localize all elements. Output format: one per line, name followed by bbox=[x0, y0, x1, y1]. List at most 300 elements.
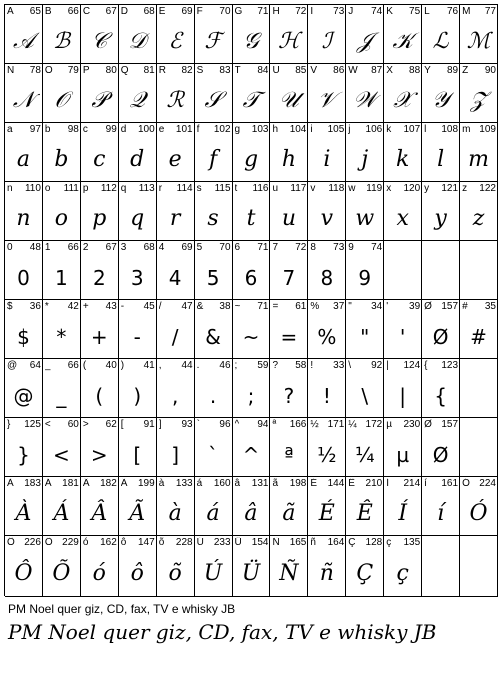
cell-code: 84 bbox=[257, 65, 269, 76]
cell-glyph: v bbox=[320, 205, 334, 231]
cell-glyph: ! bbox=[322, 383, 331, 408]
glyph-cell bbox=[195, 64, 233, 123]
grid-row bbox=[5, 182, 498, 241]
cell-label bbox=[235, 183, 269, 196]
cell-char: a bbox=[7, 124, 13, 135]
glyph-cell bbox=[157, 5, 195, 64]
cell-glyph: 𝒩 bbox=[12, 87, 34, 113]
character-map-grid bbox=[4, 4, 498, 596]
cell-label bbox=[310, 183, 344, 196]
cell-label bbox=[310, 6, 344, 19]
cell-char: c bbox=[82, 124, 88, 135]
cell-code: 210 bbox=[365, 478, 383, 489]
cell-glyph: ℬ bbox=[52, 28, 71, 54]
glyph-cell bbox=[422, 182, 460, 241]
cell-code: 36 bbox=[29, 301, 41, 312]
glyph-cell bbox=[308, 359, 346, 418]
glyph-cell bbox=[233, 418, 271, 477]
glyph-cell bbox=[5, 359, 43, 418]
glyph-cell bbox=[233, 64, 271, 123]
cell-code: 157 bbox=[441, 301, 459, 312]
cell-char: > bbox=[82, 419, 89, 430]
cell-glyph: 7 bbox=[282, 265, 296, 290]
glyph-cell bbox=[195, 123, 233, 182]
cell-code: 199 bbox=[138, 478, 155, 489]
cell-code: 109 bbox=[479, 124, 496, 135]
glyph-cell bbox=[81, 477, 119, 536]
cell-code: 46 bbox=[219, 360, 231, 371]
cell-label bbox=[235, 65, 269, 78]
cell-char: . bbox=[196, 360, 200, 371]
glyph-cell bbox=[81, 5, 119, 64]
cell-char: í bbox=[424, 478, 427, 489]
glyph-cell bbox=[384, 359, 422, 418]
cell-code: 124 bbox=[403, 360, 421, 371]
cell-label bbox=[45, 6, 79, 19]
glyph-cell bbox=[346, 182, 384, 241]
cell-glyph: ℰ bbox=[168, 28, 182, 54]
empty-cell bbox=[384, 241, 422, 300]
cell-char: @ bbox=[7, 360, 18, 371]
cell-code: 37 bbox=[333, 301, 345, 312]
cell-glyph: ` bbox=[208, 442, 219, 467]
cell-label bbox=[83, 419, 117, 432]
cell-code: 42 bbox=[67, 301, 79, 312]
cell-char: W bbox=[348, 65, 358, 76]
glyph-cell bbox=[119, 300, 157, 359]
cell-label bbox=[7, 183, 41, 196]
cell-char: y bbox=[424, 183, 430, 194]
cell-glyph: Ã bbox=[129, 500, 146, 526]
cell-glyph: u bbox=[281, 205, 296, 231]
cell-glyph: ) bbox=[133, 383, 142, 408]
cell-glyph: ℋ bbox=[278, 28, 300, 54]
cell-char: < bbox=[44, 419, 51, 430]
cell-code: 85 bbox=[295, 65, 307, 76]
cell-glyph: Ó bbox=[469, 500, 488, 526]
cell-char: Ê bbox=[348, 478, 355, 489]
cell-glyph: % bbox=[317, 324, 337, 349]
cell-char: * bbox=[44, 301, 49, 312]
glyph-cell bbox=[119, 182, 157, 241]
cell-label bbox=[462, 124, 496, 137]
glyph-cell bbox=[346, 300, 384, 359]
cell-glyph: Ê bbox=[356, 500, 373, 526]
cell-char: I bbox=[310, 6, 314, 17]
cell-code: 228 bbox=[175, 537, 193, 548]
cell-label bbox=[348, 360, 382, 373]
cell-label bbox=[348, 537, 382, 550]
cell-label bbox=[272, 537, 306, 550]
glyph-cell bbox=[270, 300, 308, 359]
cell-label bbox=[121, 183, 155, 196]
cell-code: 70 bbox=[219, 6, 231, 17]
cell-char: C bbox=[82, 6, 91, 17]
cell-label bbox=[272, 6, 306, 19]
glyph-cell bbox=[5, 64, 43, 123]
cell-char: Õ bbox=[44, 537, 53, 548]
glyph-cell bbox=[346, 123, 384, 182]
cell-char: % bbox=[310, 301, 320, 312]
cell-label bbox=[272, 183, 306, 196]
glyph-cell bbox=[346, 359, 384, 418]
cell-code: 87 bbox=[371, 65, 383, 76]
cell-char: Á bbox=[44, 478, 52, 489]
cell-label bbox=[424, 419, 458, 432]
cell-char: G bbox=[234, 6, 243, 17]
cell-char: u bbox=[272, 183, 279, 194]
cell-label bbox=[386, 419, 420, 432]
cell-glyph: 1 bbox=[55, 265, 68, 290]
cell-code: 88 bbox=[409, 65, 421, 76]
cell-char: Ô bbox=[7, 537, 15, 548]
cell-glyph: \ bbox=[361, 383, 369, 408]
cell-char: o bbox=[44, 183, 51, 194]
glyph-cell bbox=[422, 123, 460, 182]
cell-code: 113 bbox=[138, 183, 155, 194]
glyph-cell bbox=[157, 64, 195, 123]
cell-char: 7 bbox=[272, 242, 279, 253]
grid-row bbox=[5, 64, 498, 123]
cell-code: 161 bbox=[441, 478, 459, 489]
glyph-cell bbox=[81, 300, 119, 359]
glyph-cell bbox=[460, 182, 498, 241]
cell-char: ^ bbox=[234, 419, 240, 430]
cell-label bbox=[159, 301, 193, 314]
cell-code: 93 bbox=[181, 419, 193, 430]
cell-glyph: o bbox=[54, 205, 68, 231]
cell-glyph: $ bbox=[17, 324, 30, 349]
cell-glyph: 3 bbox=[130, 265, 144, 290]
glyph-cell bbox=[233, 359, 271, 418]
cell-char: b bbox=[44, 124, 51, 135]
glyph-cell bbox=[233, 5, 271, 64]
cell-char: L bbox=[424, 6, 430, 17]
glyph-cell bbox=[119, 418, 157, 477]
cell-code: 160 bbox=[213, 478, 231, 489]
cell-glyph: . bbox=[209, 383, 217, 408]
cell-glyph: 𝒫 bbox=[91, 87, 108, 113]
cell-label bbox=[197, 478, 231, 491]
glyph-cell bbox=[157, 418, 195, 477]
cell-char: # bbox=[462, 301, 468, 312]
cell-glyph: À bbox=[15, 500, 32, 526]
cell-glyph: Õ bbox=[52, 560, 71, 586]
cell-label bbox=[83, 537, 117, 550]
cell-code: 165 bbox=[289, 537, 307, 548]
cell-label bbox=[386, 124, 420, 137]
cell-label bbox=[197, 124, 231, 137]
glyph-cell bbox=[270, 5, 308, 64]
cell-label bbox=[386, 301, 420, 314]
cell-glyph: h bbox=[281, 146, 296, 172]
glyph-cell bbox=[422, 300, 460, 359]
cell-char: U bbox=[272, 65, 280, 76]
cell-glyph: [ bbox=[133, 442, 142, 467]
cell-char: $ bbox=[7, 301, 13, 312]
cell-char: B bbox=[44, 6, 52, 17]
cell-code: 92 bbox=[371, 360, 383, 371]
cell-char: D bbox=[120, 6, 128, 17]
cell-glyph: Â bbox=[91, 500, 108, 526]
cell-code: 71 bbox=[257, 242, 269, 253]
cell-glyph: ] bbox=[171, 442, 180, 467]
cell-label bbox=[197, 360, 231, 373]
cell-char: ; bbox=[234, 360, 238, 371]
cell-label bbox=[159, 360, 193, 373]
cell-char: z bbox=[462, 183, 468, 194]
cell-code: 40 bbox=[105, 360, 117, 371]
grid-row bbox=[5, 5, 498, 64]
cell-label bbox=[310, 478, 344, 491]
cell-code: 68 bbox=[143, 6, 155, 17]
cell-glyph: 𝒜 bbox=[13, 28, 34, 54]
cell-label bbox=[45, 537, 79, 550]
cell-char: h bbox=[272, 124, 279, 135]
cell-char: - bbox=[120, 301, 125, 312]
cell-label bbox=[121, 124, 155, 137]
cell-glyph: ℒ bbox=[432, 28, 449, 54]
cell-char: i bbox=[310, 124, 313, 135]
cell-char: Q bbox=[120, 65, 129, 76]
glyph-cell bbox=[157, 182, 195, 241]
cell-label bbox=[310, 537, 344, 550]
cell-label bbox=[310, 65, 344, 78]
cell-label bbox=[424, 360, 458, 373]
cell-code: 66 bbox=[67, 6, 79, 17]
cell-label bbox=[45, 183, 79, 196]
empty-cell bbox=[422, 241, 460, 300]
cell-glyph: 6 bbox=[244, 265, 258, 290]
cell-char: / bbox=[158, 301, 162, 312]
cell-glyph: 0 bbox=[17, 265, 30, 290]
cell-code: 65 bbox=[29, 6, 41, 17]
cell-code: 182 bbox=[100, 478, 117, 489]
cell-char: À bbox=[7, 478, 14, 489]
cell-code: 38 bbox=[219, 301, 231, 312]
cell-label bbox=[386, 478, 420, 491]
cell-glyph: 𝒱 bbox=[317, 87, 336, 113]
cell-code: 183 bbox=[24, 478, 41, 489]
cell-label bbox=[348, 478, 382, 491]
cell-code: 47 bbox=[181, 301, 193, 312]
cell-code: 34 bbox=[371, 301, 383, 312]
sample-text-plain: PM Noel quer giz, CD, fax, TV e whisky JB bbox=[8, 602, 236, 616]
cell-char: ó bbox=[82, 537, 89, 548]
cell-char: l bbox=[424, 124, 427, 135]
cell-label bbox=[348, 65, 382, 78]
cell-glyph: e bbox=[168, 146, 182, 172]
cell-label bbox=[7, 6, 41, 19]
cell-code: 72 bbox=[295, 6, 307, 17]
glyph-cell bbox=[384, 64, 422, 123]
glyph-cell bbox=[233, 536, 271, 597]
cell-char: 5 bbox=[196, 242, 203, 253]
cell-glyph: ( bbox=[95, 383, 104, 408]
cell-char: m bbox=[462, 124, 471, 135]
cell-label bbox=[272, 419, 306, 432]
cell-glyph: m bbox=[468, 146, 489, 172]
cell-code: 68 bbox=[143, 242, 155, 253]
cell-code: 181 bbox=[62, 478, 79, 489]
glyph-cell bbox=[308, 418, 346, 477]
cell-code: 133 bbox=[175, 478, 193, 489]
cell-glyph: ¼ bbox=[355, 442, 375, 467]
glyph-cell bbox=[5, 241, 43, 300]
glyph-cell bbox=[460, 477, 498, 536]
cell-label bbox=[386, 537, 420, 550]
glyph-cell bbox=[119, 536, 157, 597]
glyph-cell bbox=[308, 536, 346, 597]
cell-label bbox=[45, 478, 79, 491]
cell-glyph: 9 bbox=[358, 265, 372, 290]
cell-glyph: 𝒦 bbox=[392, 28, 413, 54]
cell-label bbox=[121, 242, 155, 255]
glyph-cell bbox=[384, 5, 422, 64]
glyph-cell bbox=[384, 182, 422, 241]
cell-code: 91 bbox=[143, 419, 155, 430]
cell-label bbox=[310, 419, 344, 432]
cell-code: 94 bbox=[257, 419, 269, 430]
cell-glyph: * bbox=[56, 324, 67, 349]
cell-glyph: g bbox=[243, 146, 259, 172]
cell-char: = bbox=[272, 301, 279, 312]
cell-char: ` bbox=[196, 419, 200, 430]
cell-label bbox=[7, 242, 41, 255]
cell-code: 214 bbox=[403, 478, 421, 489]
cell-glyph: - bbox=[133, 324, 141, 349]
cell-code: 82 bbox=[181, 65, 193, 76]
glyph-cell bbox=[384, 477, 422, 536]
cell-label bbox=[45, 124, 79, 137]
glyph-cell bbox=[119, 359, 157, 418]
cell-glyph: á bbox=[206, 500, 220, 526]
glyph-cell bbox=[5, 5, 43, 64]
cell-glyph: 𝒞 bbox=[91, 28, 108, 54]
glyph-cell bbox=[5, 182, 43, 241]
cell-label bbox=[272, 478, 306, 491]
cell-glyph: É bbox=[318, 500, 335, 526]
cell-char: Ú bbox=[196, 537, 204, 548]
glyph-cell bbox=[43, 359, 81, 418]
empty-cell bbox=[460, 536, 498, 597]
cell-char: f bbox=[196, 124, 200, 135]
cell-char: _ bbox=[44, 360, 51, 371]
empty-cell bbox=[460, 241, 498, 300]
glyph-cell bbox=[157, 536, 195, 597]
glyph-cell bbox=[346, 241, 384, 300]
glyph-cell bbox=[270, 64, 308, 123]
cell-char: [ bbox=[120, 419, 124, 430]
cell-code: 226 bbox=[24, 537, 41, 548]
cell-code: 122 bbox=[479, 183, 496, 194]
cell-code: 100 bbox=[138, 124, 155, 135]
glyph-cell bbox=[5, 123, 43, 182]
cell-char: X bbox=[386, 65, 393, 76]
grid-row bbox=[5, 300, 498, 359]
cell-code: 99 bbox=[105, 124, 117, 135]
cell-glyph: & bbox=[205, 324, 221, 349]
glyph-cell bbox=[119, 64, 157, 123]
glyph-cell bbox=[384, 536, 422, 597]
cell-code: 59 bbox=[257, 360, 269, 371]
cell-code: 71 bbox=[257, 6, 269, 17]
glyph-cell bbox=[308, 64, 346, 123]
cell-code: 33 bbox=[333, 360, 345, 371]
cell-char: v bbox=[310, 183, 316, 194]
cell-label bbox=[235, 360, 269, 373]
cell-glyph: 𝒵 bbox=[470, 87, 487, 113]
cell-label bbox=[197, 65, 231, 78]
cell-char: { bbox=[424, 360, 428, 371]
cell-char: µ bbox=[386, 419, 392, 430]
glyph-cell bbox=[43, 477, 81, 536]
cell-code: 74 bbox=[371, 6, 383, 17]
cell-glyph: z bbox=[472, 205, 485, 231]
cell-label bbox=[83, 6, 117, 19]
cell-char: k bbox=[386, 124, 392, 135]
cell-char: & bbox=[196, 301, 204, 312]
cell-label bbox=[121, 419, 155, 432]
cell-code: 110 bbox=[24, 183, 41, 194]
cell-label bbox=[197, 419, 231, 432]
glyph-cell bbox=[308, 477, 346, 536]
cell-char: Ó bbox=[462, 478, 470, 489]
cell-code: 86 bbox=[333, 65, 345, 76]
cell-code: 125 bbox=[24, 419, 41, 430]
cell-glyph: ñ bbox=[319, 560, 334, 586]
cell-glyph: j bbox=[361, 146, 369, 172]
glyph-cell bbox=[270, 418, 308, 477]
cell-code: 44 bbox=[181, 360, 193, 371]
glyph-cell bbox=[308, 182, 346, 241]
cell-glyph: ^ bbox=[242, 442, 260, 467]
glyph-cell bbox=[346, 536, 384, 597]
cell-char: " bbox=[348, 301, 352, 312]
cell-char: ã bbox=[272, 478, 279, 489]
cell-label bbox=[348, 301, 382, 314]
cell-char: q bbox=[120, 183, 127, 194]
cell-code: 58 bbox=[295, 360, 307, 371]
cell-char: 6 bbox=[234, 242, 241, 253]
cell-code: 39 bbox=[409, 301, 421, 312]
cell-char: ' bbox=[386, 301, 389, 312]
cell-label bbox=[235, 419, 269, 432]
glyph-cell bbox=[270, 241, 308, 300]
cell-code: 43 bbox=[105, 301, 117, 312]
glyph-cell bbox=[270, 536, 308, 597]
cell-glyph: ? bbox=[283, 383, 295, 408]
cell-glyph: ℛ bbox=[166, 87, 184, 113]
glyph-cell bbox=[43, 5, 81, 64]
cell-glyph: ª bbox=[284, 442, 294, 467]
glyph-cell bbox=[119, 123, 157, 182]
cell-code: 230 bbox=[403, 419, 421, 430]
empty-cell bbox=[460, 418, 498, 477]
cell-code: 107 bbox=[403, 124, 421, 135]
cell-label bbox=[386, 65, 420, 78]
cell-label bbox=[386, 183, 420, 196]
glyph-cell bbox=[5, 300, 43, 359]
cell-char: P bbox=[82, 65, 90, 76]
cell-code: 76 bbox=[446, 6, 459, 17]
glyph-cell bbox=[43, 182, 81, 241]
glyph-cell bbox=[195, 477, 233, 536]
cell-code: 64 bbox=[29, 360, 41, 371]
cell-glyph: d bbox=[130, 146, 145, 172]
glyph-cell bbox=[81, 182, 119, 241]
cell-glyph: s bbox=[207, 205, 219, 231]
